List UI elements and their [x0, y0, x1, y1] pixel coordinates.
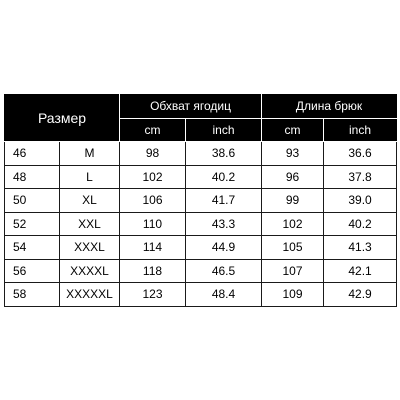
hip-circumference-header: Обхват ягодиц [120, 95, 262, 119]
length-inch-cell: 40.2 [324, 212, 397, 236]
table-row [5, 212, 397, 236]
size-letter-cell: XXXL [60, 236, 120, 260]
size-number-cell: 48 [5, 165, 60, 189]
table-row [5, 236, 397, 260]
hip-cm-cell: 123 [120, 283, 186, 307]
length-cm-cell: 109 [262, 283, 324, 307]
length-cm-cell: 105 [262, 236, 324, 260]
hip-inch-header: inch [186, 118, 262, 142]
hip-inch-cell: 38.6 [186, 142, 262, 166]
hip-cm-cell: 98 [120, 142, 186, 166]
size-letter-cell: XL [60, 189, 120, 213]
length-cm-cell: 93 [262, 142, 324, 166]
size-number-cell: 52 [5, 212, 60, 236]
trouser-length-header: Длина брюк [262, 95, 397, 119]
hip-inch-cell: 44.9 [186, 236, 262, 260]
size-number-cell: 58 [5, 283, 60, 307]
table-row [5, 259, 397, 283]
length-cm-cell: 99 [262, 189, 324, 213]
table-row [5, 189, 397, 213]
size-number-cell: 56 [5, 259, 60, 283]
hip-inch-cell: 43.3 [186, 212, 262, 236]
hip-cm-header: cm [120, 118, 186, 142]
size-number-cell: 46 [5, 142, 60, 166]
size-chart-table [4, 94, 397, 307]
length-cm-header: cm [262, 118, 324, 142]
hip-cm-cell: 114 [120, 236, 186, 260]
length-cm-cell: 107 [262, 259, 324, 283]
length-inch-cell: 36.6 [324, 142, 397, 166]
size-letter-cell: XXXXL [60, 259, 120, 283]
length-inch-cell: 42.9 [324, 283, 397, 307]
table-row [5, 165, 397, 189]
size-letter-cell: M [60, 142, 120, 166]
length-cm-cell: 96 [262, 165, 324, 189]
size-letter-cell: XXL [60, 212, 120, 236]
length-inch-cell: 41.3 [324, 236, 397, 260]
length-inch-cell: 42.1 [324, 259, 397, 283]
size-number-cell: 54 [5, 236, 60, 260]
hip-inch-cell: 46.5 [186, 259, 262, 283]
length-inch-cell: 39.0 [324, 189, 397, 213]
size-header: Размер [5, 95, 120, 142]
length-inch-header: inch [324, 118, 397, 142]
hip-cm-cell: 106 [120, 189, 186, 213]
hip-inch-cell: 48.4 [186, 283, 262, 307]
hip-cm-cell: 110 [120, 212, 186, 236]
hip-inch-cell: 40.2 [186, 165, 262, 189]
size-letter-cell: L [60, 165, 120, 189]
hip-cm-cell: 118 [120, 259, 186, 283]
size-number-cell: 50 [5, 189, 60, 213]
table-row [5, 142, 397, 166]
length-inch-cell: 37.8 [324, 165, 397, 189]
hip-cm-cell: 102 [120, 165, 186, 189]
hip-inch-cell: 41.7 [186, 189, 262, 213]
length-cm-cell: 102 [262, 212, 324, 236]
size-letter-cell: XXXXXL [60, 283, 120, 307]
table-row [5, 283, 397, 307]
